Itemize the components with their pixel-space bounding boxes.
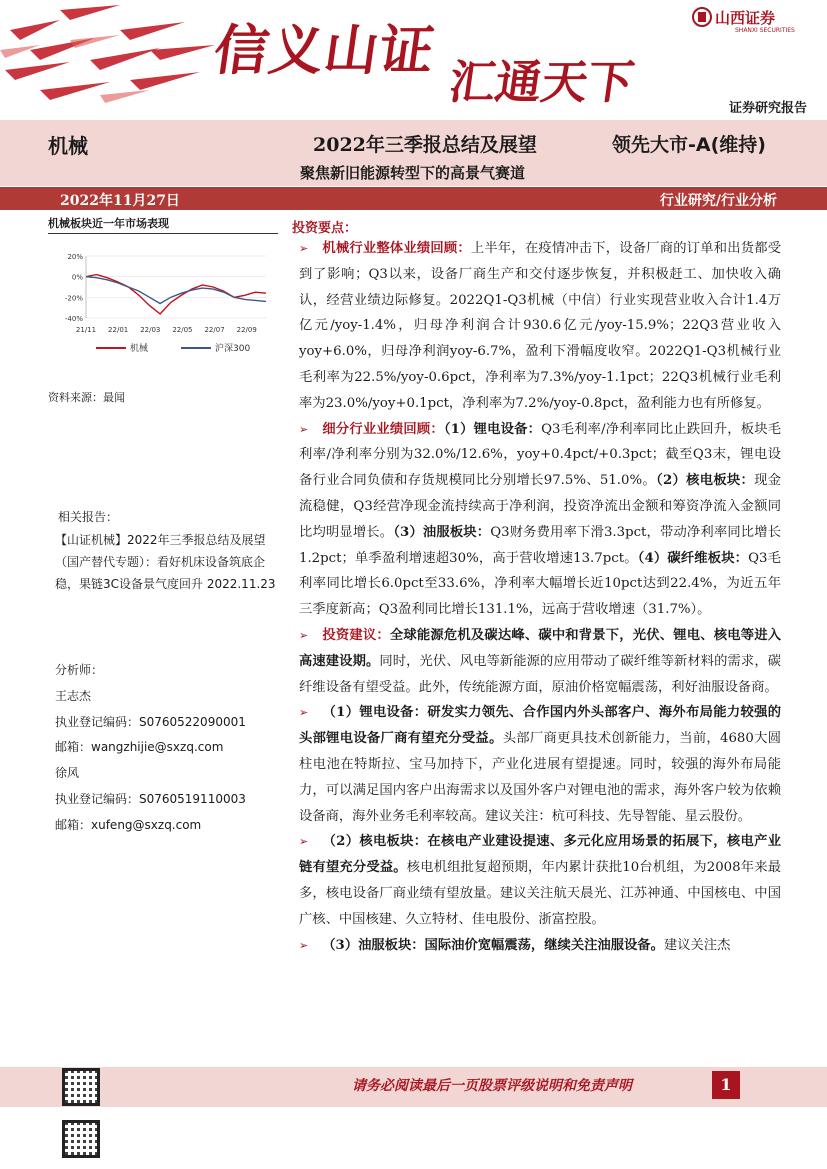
qr-code-icon <box>62 1120 100 1158</box>
header-arrow-decoration <box>0 0 220 115</box>
arrow-bullet-icon: ➢ <box>299 242 309 255</box>
para-text: Q3财务费用率下滑3.3pct，带动净利率同比增长1.2pct；单季盈利增速超30%，高于营收增速13.7pct。 <box>299 524 781 566</box>
para-text: 头部厂商更具技术创新能力，当前，4680大圆柱电池在特斯拉、宝马加持下，产业化进展有望提速。同时，较强的海外布局能力，可以满足国内客户出海需求以及国外客户对锂电池的需求，海外客户较为依赖设备商，海外业务毛利率较高。建议关注：杭可科技、先导智能、星云股份。 <box>299 731 782 824</box>
para-text: 建议关注杰 <box>663 937 731 953</box>
para-lead: 细分行业业绩回顾： <box>322 421 444 437</box>
report-category: 行业研究/行业分析 <box>659 193 777 209</box>
chart-x-tick-label: 22/07 <box>204 326 225 334</box>
paragraph <box>299 623 781 700</box>
chart-x-tick-label: 22/01 <box>108 326 129 334</box>
company-logo-icon <box>692 7 712 27</box>
disclaimer-text: 请务必阅读最后一页股票评级说明和免责声明 <box>352 1078 632 1094</box>
analyst-reg: 执业登记编码：S0760522090001 <box>55 714 246 729</box>
paragraph <box>299 933 781 959</box>
paragraph <box>299 829 781 932</box>
chart-legend-label: 沪深300 <box>215 344 251 354</box>
analyst-reg: 执业登记编码：S0760519110003 <box>55 791 246 806</box>
chart-y-tick-label: 20% <box>67 253 83 261</box>
report-title: 2022年三季报总结及展望 <box>313 134 537 156</box>
chart-x-tick-label: 22/09 <box>236 326 257 334</box>
analyst-email[interactable]: 邮箱：xufeng@sxzq.com <box>55 817 202 832</box>
company-name: 山西证券 <box>715 9 776 27</box>
para-sub: （1）锂电设备： <box>443 421 542 437</box>
analyst-block <box>55 658 285 839</box>
arrow-bullet-icon: ➢ <box>299 938 309 952</box>
chart-series-line <box>86 275 266 314</box>
chart-legend-label: 机械 <box>130 344 149 354</box>
industry-label: 机械 <box>48 134 88 158</box>
analyst-email[interactable]: 邮箱：wangzhijie@sxzq.com <box>55 740 224 755</box>
analyst-name: 王志杰 <box>55 688 92 703</box>
para-lead: 投资建议： <box>322 627 390 643</box>
slogan-part2: 汇通天下 <box>445 55 638 109</box>
main-text <box>299 236 781 958</box>
chart-y-tick-label: 0% <box>71 273 83 282</box>
chart-x-tick-label: 21/11 <box>75 326 97 334</box>
para-text: 核电机组批复超预期，年内累计获批10台机组，为2008年来最多，核电设备厂商业绩有望放量。建议关注航天晨光、江苏神通、中国核电、中国广核、中国核建、久立特材、佳电股份、浙富控股。 <box>299 860 781 927</box>
para-bold: （2）核电板块：在核电产业建设提速、多元化应用场景的拓展下，核电产业链有望充分受益。 <box>299 834 781 876</box>
para-text: Q3毛利率/净利率同比止跌回升，板块毛利率/净利率分别为32.0%/12.6%，yoy+0.4pct/+0.3pct；截至Q3末，锂电设备行业合同负债和存货规模同比分别增长97.5%、51.0%。 <box>299 421 782 489</box>
analyst-name: 徐风 <box>55 766 80 781</box>
para-text: Q3毛利率同比增长6.0pct至33.6%，净利率大幅增长近10pct达到22.4%，为近五年三季度新高；Q3盈利同比增长131.1%，远高于营收增速（31.7%）。 <box>299 550 781 618</box>
para-bold: （1）锂电设备：研发实力领先、合作国内外头部客户、海外布局能力较强的头部锂电设备厂商有望充分受益。 <box>299 705 781 747</box>
para-text: 现金流稳健，Q3经营净现金流持续高于净利润，投资净流出金额和筹资净流入金额同比均明显增长。 <box>299 473 782 540</box>
chart-y-tick-label: -20% <box>64 294 83 303</box>
arrow-bullet-icon: ➢ <box>299 628 309 642</box>
chart-title: 机械板块近一年市场表现 <box>48 215 278 234</box>
arrow-bullet-icon: ➢ <box>299 835 309 849</box>
paragraph <box>299 417 781 623</box>
rating-label: 领先大市-A(维持) <box>612 134 766 156</box>
chart-source: 资料来源：最闻 <box>48 391 125 404</box>
related-reports-heading: 相关报告： <box>58 510 119 524</box>
qr-code-icon <box>62 1068 100 1106</box>
chart-x-tick-label: 22/05 <box>172 326 193 334</box>
para-lead: 机械行业整体业绩回顾： <box>322 241 471 256</box>
chart-x-tick-label: 22/03 <box>140 326 161 334</box>
paragraph <box>299 700 781 829</box>
market-performance-chart <box>48 248 278 376</box>
investment-highlights-heading: 投资要点： <box>292 221 358 236</box>
para-sub: （4）碳纤维板块： <box>637 550 749 566</box>
related-report-link[interactable]: 【山证机械】2022年三季报总结及展望（国产替代专题）：看好机床设备筑底企稳，果链3C设备景气度回升 2022.11.23 <box>55 533 276 591</box>
para-text: 同时，光伏、风电等新能源的应用带动了碳纤维等新材料的需求，碳纤维设备有望受益。此外，传统能源方面，原油价格宽幅震荡，利好油服设备商。 <box>299 653 782 695</box>
arrow-bullet-icon: ➢ <box>299 422 309 436</box>
report-date: 2022年11月27日 <box>60 193 180 209</box>
paragraph <box>299 236 781 417</box>
company-name-en: SHANXI SECURITIES <box>735 27 795 34</box>
para-sub: （2）核电板块： <box>656 473 755 489</box>
chart-y-tick-label: -40% <box>64 315 83 323</box>
analyst-heading: 分析师： <box>55 663 104 677</box>
report-type: 证券研究报告 <box>728 101 807 116</box>
para-text: 上半年，在疫情冲击下，设备厂商的订单和出货都受到了影响；Q3以来，设备厂商生产和交付逐步恢复，并积极赶工、加快收入确认，经营业绩边际修复。2022Q1-Q3机械（中信）行业实现营业收入合计1.4万亿元/yoy-1.4%，归母净利润合计930.6亿元/yoy-15.9%；22Q3营业收入yoy+6.0%，归母净利润yoy-6.7%，盈利下滑幅度收窄。2022Q1-Q3机械行业毛利率为22.5%/yoy-0.6pct，净利率为7.3%/yoy-1.1pct；22Q3机械行业毛利率为23.0%/yoy+0.1pct，净利率为7.2%/yoy-0.8pct，盈利能力也有所修复。 <box>299 241 782 411</box>
para-sub: （3）油服板块： <box>393 524 491 540</box>
para-bold: 全球能源危机及碳达峰、碳中和背景下，光伏、锂电、核电等进入高速建设期。 <box>299 627 782 669</box>
arrow-bullet-icon: ➢ <box>299 706 309 720</box>
slogan-part1: 信义山证 <box>210 18 440 82</box>
para-bold: （3）油服板块：国际油价宽幅震荡，继续关注油服设备。 <box>322 937 664 953</box>
page-number: 1 <box>712 1071 740 1099</box>
report-subtitle: 聚焦新旧能源转型下的高景气赛道 <box>300 164 526 182</box>
